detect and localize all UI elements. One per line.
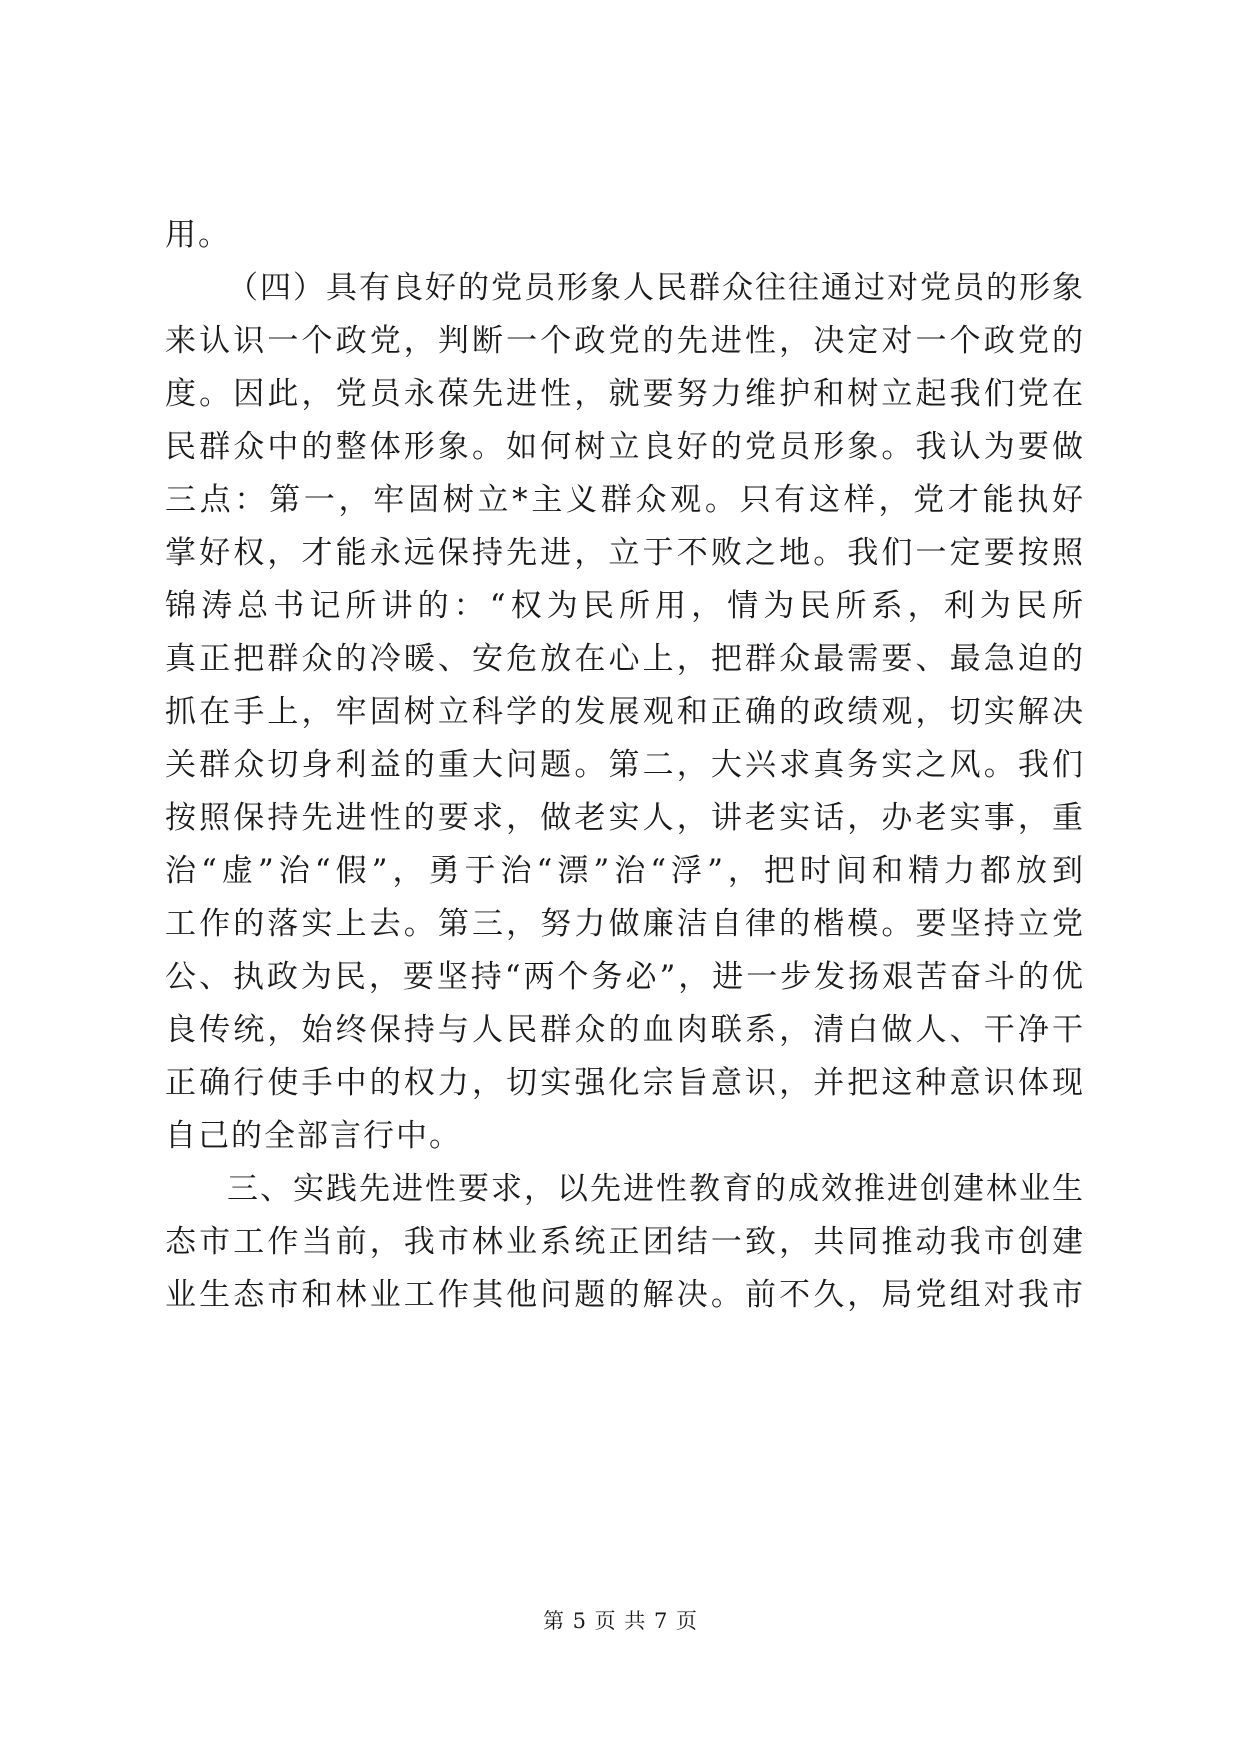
text-line: 关群众切身利益的重大问题。第二，大兴求真务实之风。我们 xyxy=(165,747,1085,783)
text-line: 按照保持先进性的要求，做老实人，讲老实话，办老实事，重 xyxy=(165,800,1085,836)
paragraph-heading-line: （四）具有良好的党员形象人民群众往往通过对党员的形象 xyxy=(227,270,1085,306)
text-line: 工作的落实上去。第三，努力做廉洁自律的楷模。要坚持立党 xyxy=(165,906,1085,942)
text-line: 度。因此，党员永葆先进性，就要努力维护和树立起我们党在 xyxy=(165,376,1085,412)
text-line: 态市工作当前，我市林业系统正团结一致，共同推动我市创建 xyxy=(165,1224,1085,1260)
text-line: 三点：第一，牢固树立*主义群众观。只有这样，党才能执好 xyxy=(165,482,1085,518)
text-line: 真正把群众的冷暖、安危放在心上，把群众最需要、最急迫的 xyxy=(165,641,1085,677)
page-number-footer: 第 5 页 共 7 页 xyxy=(542,1609,699,1633)
text-line: 良传统，始终保持与人民群众的血肉联系，清白做人、干净干 xyxy=(165,1012,1085,1048)
text-line: 业生态市和林业工作其他问题的解决。前不久，局党组对我市 xyxy=(165,1277,1085,1313)
text-line: 民群众中的整体形象。如何树立良好的党员形象。我认为要做 xyxy=(165,429,1085,465)
text-line: 正确行使手中的权力，切实强化宗旨意识，并把这种意识体现 xyxy=(165,1065,1085,1101)
text-line: 锦涛总书记所讲的：“权为民所用，情为民所系，利为民所 xyxy=(165,588,1085,624)
text-line: 来认识一个政党，判断一个政党的先进性，决定对一个政党的 xyxy=(165,323,1085,359)
section-heading-line: 三、实践先进性要求，以先进性教育的成效推进创建林业生 xyxy=(227,1171,1085,1207)
text-line: 掌好权，才能永远保持先进，立于不败之地。我们一定要按照 xyxy=(165,535,1085,571)
text-line: 自己的全部言行中。 xyxy=(165,1118,462,1154)
text-line: 用。 xyxy=(165,217,231,253)
text-line: 公、执政为民，要坚持“两个务必”，进一步发扬艰苦奋斗的优 xyxy=(165,959,1085,995)
text-line: 治“虚”治“假”，勇于治“漂”治“浮”，把时间和精力都放到 xyxy=(165,853,1085,889)
text-line: 抓在手上，牢固树立科学的发展观和正确的政绩观，切实解决 xyxy=(165,694,1085,730)
